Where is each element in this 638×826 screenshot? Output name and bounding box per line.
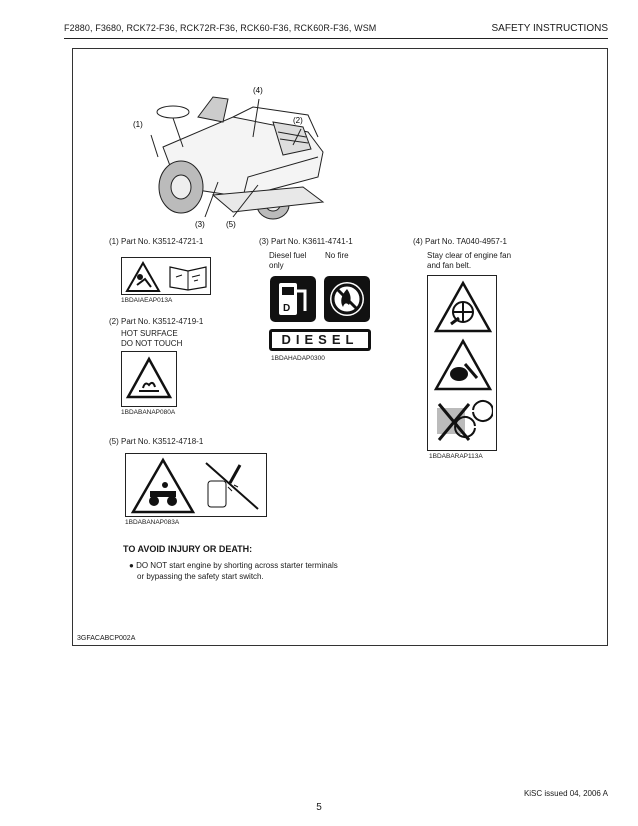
- diesel-sign-text: DIESEL: [272, 332, 368, 348]
- label4-line1: Stay clear of engine fan: [427, 251, 512, 260]
- label5-decal: [125, 453, 267, 517]
- label4-line2: and fan belt.: [427, 261, 472, 270]
- no-fire-icon: [323, 275, 371, 323]
- label2-code: 1BDABANAP080A: [121, 409, 176, 416]
- header-divider: [64, 38, 608, 39]
- page-number: 5: [316, 802, 322, 813]
- label5-code: 1BDABANAP083A: [125, 519, 180, 526]
- label4-part-number: (4) Part No. TA040-4957-1: [413, 237, 507, 246]
- manual-book-icon: [168, 263, 208, 291]
- header-models: F2880, F3680, RCK72-F36, RCK72R-F36, RCK60-F36, RCK60R-F36, WSM: [64, 23, 377, 33]
- label3-part-number: (3) Part No. K3611-4741-1: [259, 237, 353, 246]
- figure-code: 3GFACABCP002A: [77, 635, 136, 642]
- starter-short-prohibited-icon: [200, 457, 264, 515]
- label1-decal: [121, 257, 211, 295]
- warning-bullet-line1: [129, 561, 338, 570]
- header-section-title: SAFETY INSTRUCTIONS: [491, 23, 608, 34]
- label3-decal: [269, 275, 373, 353]
- hand-fan-prohibited-icon: [433, 396, 493, 448]
- label4-code: 1BDABARAP113A: [429, 453, 483, 460]
- hot-surface-warning-icon: [125, 355, 173, 403]
- label3-caption-diesel-line1: Diesel fuel: [269, 251, 307, 260]
- svg-text:D: D: [283, 303, 291, 314]
- belt-entanglement-warning-icon: [433, 338, 493, 392]
- label2-line1: HOT SURFACE: [121, 329, 178, 338]
- footer-issue: KiSC issued 04, 2006 A: [523, 789, 608, 798]
- entanglement-warning-icon: [125, 261, 161, 293]
- label3-caption-diesel-line2: only: [269, 261, 284, 270]
- runover-warning-icon: [130, 457, 196, 515]
- fuel-pump-icon: [269, 275, 317, 323]
- label1-part-number: (1) Part No. K3512-4721-1: [109, 237, 204, 246]
- warning-heading: TO AVOID INJURY OR DEATH:: [123, 544, 253, 554]
- callout-4: (4): [253, 86, 263, 95]
- label1-code: 1BDAIAEAP013A: [121, 297, 173, 304]
- fan-entanglement-warning-icon: [433, 280, 493, 334]
- bullet-icon: ●: [129, 561, 134, 570]
- callout-1: (1): [133, 120, 143, 129]
- callout-2: (2): [293, 116, 303, 125]
- warning-line1: DO NOT start engine by shorting across starter terminals: [136, 561, 338, 570]
- warning-line2: or bypassing the safety start switch.: [137, 572, 264, 581]
- label4-decal: [427, 275, 497, 451]
- mower-illustration: [123, 77, 353, 237]
- callout-5: (5): [226, 220, 236, 229]
- callout-3: (3): [195, 220, 205, 229]
- diesel-sign: [269, 329, 371, 351]
- label5-part-number: (5) Part No. K3512-4718-1: [109, 437, 204, 446]
- label2-line2: DO NOT TOUCH: [121, 339, 183, 348]
- content-frame: [72, 48, 608, 646]
- label3-code: 1BDAHADAP0300: [271, 355, 325, 362]
- label2-decal: [121, 351, 177, 407]
- label3-caption-no-fire: No fire: [325, 251, 349, 260]
- label2-part-number: (2) Part No. K3512-4719-1: [109, 317, 204, 326]
